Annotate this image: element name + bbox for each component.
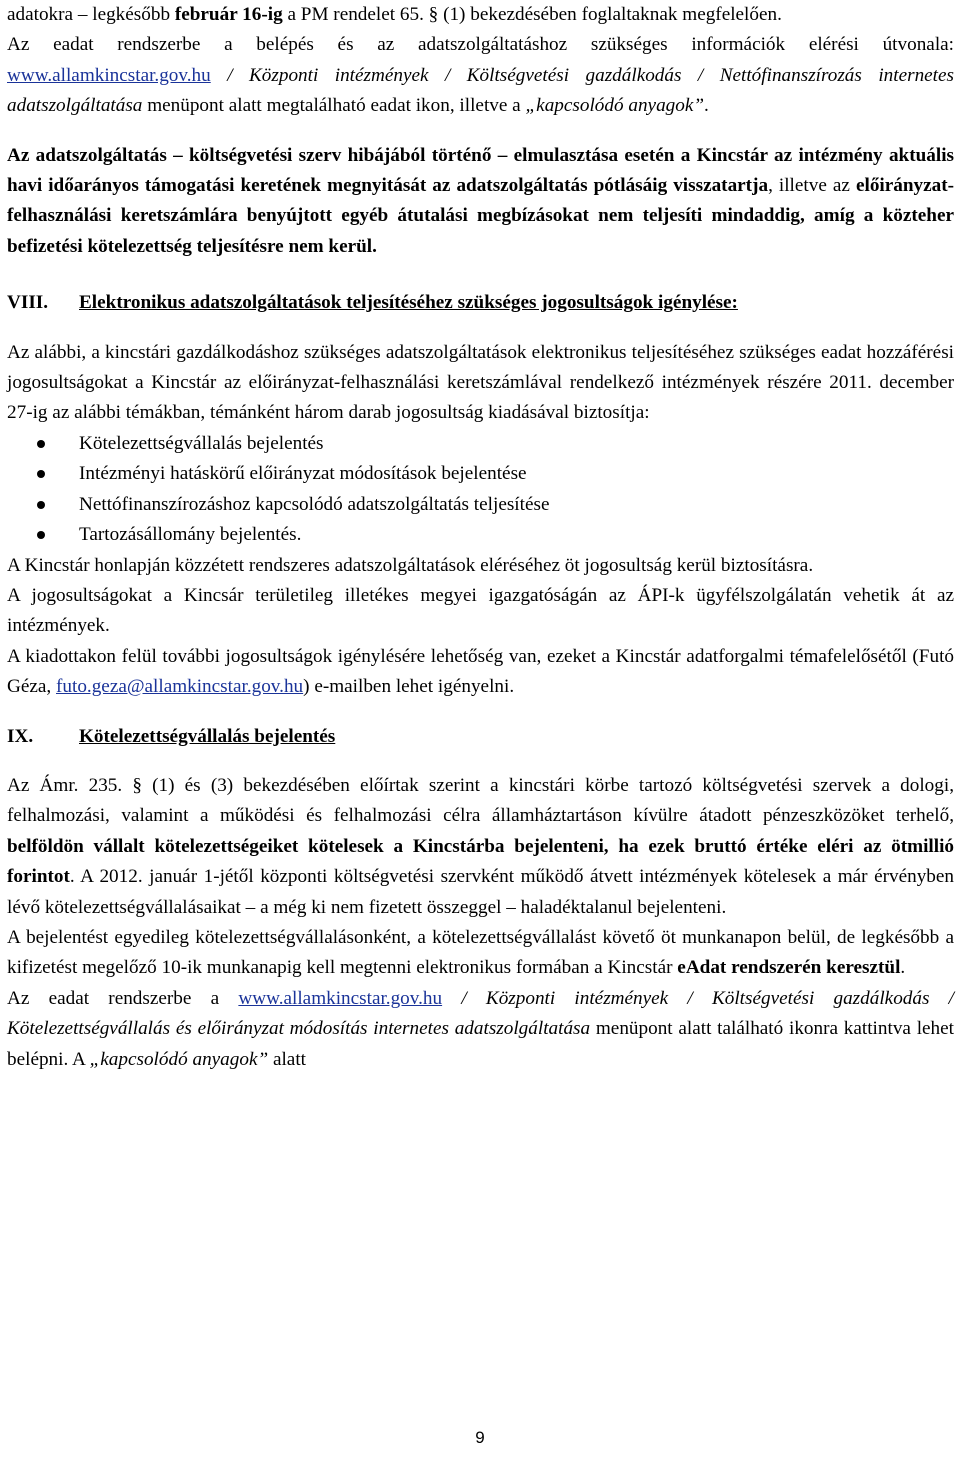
- list-item-text: Kötelezettségvállalás bejelentés: [79, 432, 324, 454]
- text-run: a PM rendelet 65. § (1) bekezdésében foglaltaknak megfelelően.: [282, 4, 782, 25]
- text-run: „kapcsolódó anyagok”: [525, 95, 705, 117]
- bullet-icon: [7, 459, 79, 489]
- document-body: [7, 0, 954, 1075]
- text-run: A jogosultságokat a Kincsár területileg illetékes megyei igazgatóságán az ÁPI-k ügyfélszolgálatán vehetik át az intézmények.: [7, 584, 954, 637]
- text-run: Az alábbi, a kincstári gazdálkodáshoz szükséges adatszolgáltatások elektronikus teljesítéséhez szükséges eadat hozzáférési jogosultságokat a Kincstár az előirányzat-felhasználási keretszámlával rendelkező intézmények részére 2011. december 27-ig az alábbi témákban, témánként három darab jogosultság kiadásával biztosítja:: [7, 341, 954, 424]
- bullet-icon: [7, 429, 79, 459]
- text-run: Az adatszolgáltatás – költségvetési szerv hibájából történő – elmulasztása esetén a Kincstár az intézmény aktuális havi időarányos támogatási keretének megnyitását az adatszolgáltatás pótlásáig visszatartja: [7, 144, 954, 197]
- section-number: IX.: [7, 725, 34, 747]
- section-heading: [7, 722, 954, 752]
- page-number: 9: [475, 1428, 485, 1447]
- paragraph: [7, 642, 954, 703]
- text-run: „kapcsolódó anyagok”: [89, 1048, 269, 1070]
- section-title: Kötelezettségvállalás bejelentés: [79, 725, 336, 747]
- text-run: előirányzat-felhasználási keretszámlára benyújtott egyéb átutalási megbízásokat nem teljesíti mindaddig, amíg a közteher befizetési kötelezettség teljesítésre nem kerül.: [7, 175, 955, 257]
- hyperlink[interactable]: www.allamkincstar.gov.hu: [238, 987, 443, 1009]
- text-run: A Kincstár honlapján közzétett rendszeres adatszolgáltatások eléréséhez öt jogosultság kerül biztosításra.: [7, 554, 814, 576]
- text-run: Az eadat rendszerbe a belépés és az adatszolgáltatáshoz szükséges információk elérési útvonala:: [7, 34, 954, 56]
- text-run: / Központi intézmények / Költségvetési gazdálkodás / Nettófinanszírozás internetes adatszolgáltatása: [7, 64, 954, 117]
- text-run: eAdat rendszerén keresztül: [677, 957, 901, 979]
- text-run: Az Ámr. 235. § (1) és (3) bekezdésében előírtak szerint a kincstári körbe tartozó költségvetési szervek a dologi, felhalmozási, valamint a működési és felhalmozási célra államháztartáson kívülre átadott pénzeszközöket terhelő,: [7, 774, 954, 827]
- list-item: [7, 429, 954, 459]
- text-run: A kiadottakon felül további jogosultságok igénylésére lehetőség van, ezeket a Kincstár adatforgalmi témafelelősétől (Futó Géza,: [7, 645, 954, 698]
- paragraph: [7, 141, 954, 263]
- list-item-text: Tartozásállomány bejelentés.: [79, 524, 302, 546]
- bullet-icon: [7, 520, 79, 550]
- text-run: .: [704, 95, 709, 117]
- list-item-text: Nettófinanszírozáshoz kapcsolódó adatszolgáltatás teljesítése: [79, 493, 550, 515]
- paragraph: [7, 581, 954, 642]
- text-run: , illetve az: [768, 175, 856, 197]
- text-run: menüpont alatt található ikonra kattintva lehet belépni. A: [7, 1018, 954, 1070]
- text-run: adatokra – legkésőbb: [7, 4, 175, 25]
- list-item-text: Intézményi hatáskörű előirányzat módosítások bejelentése: [79, 463, 527, 485]
- paragraph: [7, 923, 954, 984]
- hyperlink[interactable]: futo.geza@allamkincstar.gov.hu: [56, 676, 304, 698]
- bullet-list: [7, 429, 954, 551]
- bullet-icon: [7, 490, 79, 520]
- paragraph: [7, 551, 954, 581]
- text-run: / Központi intézmények / Költségvetési gazdálkodás / Kötelezettségvállalás és előirányzat módosítás internetes adatszolgáltatása: [7, 987, 954, 1040]
- text-run: Az eadat rendszerbe a: [7, 987, 239, 1009]
- text-run: február 16-ig: [174, 4, 283, 25]
- text-run: .: [900, 957, 906, 979]
- text-run: A bejelentést egyedileg kötelezettségvállalásonként, a kötelezettségvállalást követő öt munkanapon belül, de legkésőbb a kifizetést megelőző 10-ik munkanapig kell megtenni elektronikus formában a Kincstár: [7, 926, 954, 979]
- paragraph: [7, 771, 954, 923]
- paragraph: [7, 984, 954, 1075]
- section-number: VIII.: [7, 292, 49, 314]
- hyperlink[interactable]: www.allamkincstar.gov.hu: [7, 64, 211, 86]
- paragraph: [7, 0, 954, 30]
- text-run: . A 2012. január 1-jétől központi költségvetési szervként működő átvett intézmények kötelesek a már érvényben lévő kötelezettségvállalásaikat – a még ki nem fizetett összeggel – haladéktalanul bejelenteni.: [7, 866, 954, 918]
- text-run: alatt: [268, 1048, 306, 1070]
- list-item: [7, 459, 954, 489]
- list-item: [7, 520, 954, 550]
- paragraph: [7, 338, 954, 429]
- text-run: belföldön vállalt kötelezettségeiket kötelesek a Kincstárba bejelenteni, ha ezek bruttó értéke eléri az ötmillió forintot: [7, 835, 954, 888]
- paragraph: [7, 30, 954, 121]
- section-title: Elektronikus adatszolgáltatások teljesítéséhez szükséges jogosultságok igénylése:: [79, 292, 738, 314]
- text-run: ) e-mailben lehet igényelni.: [303, 676, 515, 698]
- section-heading: [7, 288, 954, 318]
- text-run: menüpont alatt megtalálható eadat ikon, illetve a: [142, 95, 526, 117]
- list-item: [7, 490, 954, 520]
